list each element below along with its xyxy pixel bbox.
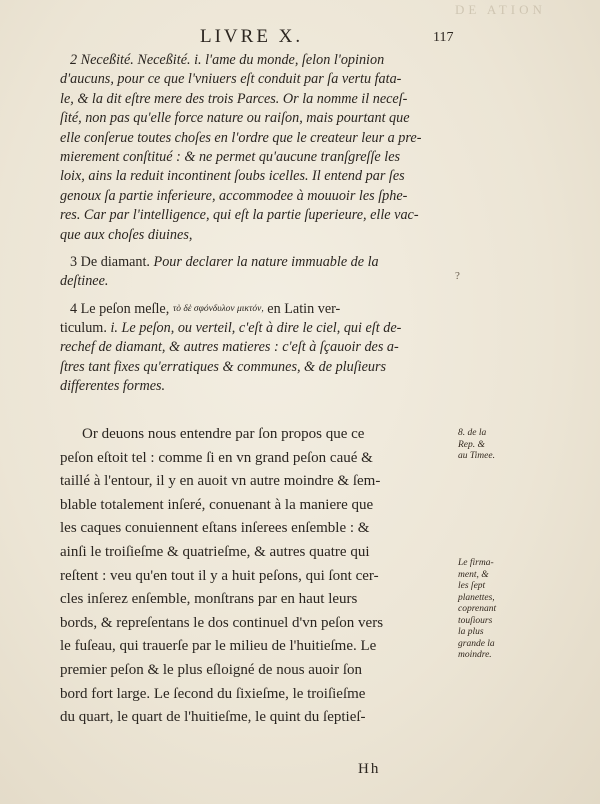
lemma: ticulum. (60, 320, 107, 337)
main-text-line: premier peſon & le plus eſloigné de nous auoir ſon (60, 661, 363, 678)
page-number: 117 (433, 30, 454, 45)
marginal-note-line: les ſept (458, 581, 486, 591)
marginal-note-line: moindre. (458, 650, 492, 660)
commentary-line: rechef de diamant, & autres matieres : c'eſt à ſçauoir des a- (60, 339, 399, 356)
marginal-note-line: 8. de la (458, 428, 487, 438)
running-title: LIVRE X. (200, 26, 304, 47)
main-text-line: blable totalement inſeré, conuenant à la maniere que (60, 496, 374, 513)
main-text-line: cles inſerez enſemble, monſtrans par en haut leurs (60, 591, 358, 608)
commentary-line: d'aucuns, pour ce que l'vniuers eſt conduit par ſa vertu fata- (60, 71, 402, 88)
commentary-text: en Latin ver- (267, 300, 341, 317)
commentary-line: le, & la dit eſtre mere des trois Parces. Or la nomme il neceſ- (60, 90, 408, 107)
main-text-line: du quart, le quart de l'huitieſme, le quint du ſeptieſ- (60, 709, 366, 726)
commentary-line: que aux choſes diuines, (60, 226, 193, 243)
commentary-line: ſtres tant fixes qu'erratiques & communes, & de pluſieurs (60, 358, 387, 375)
main-text-line: taillé à l'entour, il y en auoit vn autre moindre & ſem- (60, 473, 381, 490)
commentary-text: i. Le peſon, ou verteil, c'eſt à dire le ciel, qui eſt de- (110, 320, 402, 337)
commentary-line-4 (60, 300, 458, 319)
marginal-note-line: au Timee. (458, 451, 495, 461)
marginal-note (458, 558, 538, 662)
main-text-line: peſon eſtoit tel : comme ſi en vn grand peſon caué & (60, 449, 373, 466)
lemma: De diamant. (80, 253, 150, 270)
main-text-line: Or deuons nous entendre par ſon propos que ce (82, 426, 365, 442)
commentary-line: ſité, non pas qu'elle force nature ou raiſon, mais pourtant que (60, 110, 410, 127)
main-text-line: le fuſeau, qui trauerſe par le milieu de l'huitieſme. Le (60, 638, 377, 655)
commentary-line: res. Car par l'intelligence, qui eſt la partie ſuperieure, elle vac- (60, 207, 419, 224)
commentary-block (60, 51, 458, 397)
page-header (0, 24, 600, 52)
marginal-note-line: coprenant (458, 604, 497, 614)
main-text-block (60, 423, 458, 730)
commentary-line: 2 Neceßité. Neceßité. i. l'ame du monde, ſelon l'opinion (70, 52, 385, 68)
main-text-line: bord fort large. Le ſecond du ſixieſme, le troiſieſme (60, 685, 366, 702)
marginal-note-line: Le firma- (458, 558, 494, 568)
commentary-line: loix, ains la reduit incontinent ſoubs icelles. Il entend par ſes (60, 168, 405, 185)
marginal-note-line: touſiours (458, 615, 493, 626)
marginal-note-line: Rep. & (458, 439, 485, 450)
margin-mark: ? (455, 270, 460, 282)
bleed-through-text: DE ATION (455, 2, 546, 16)
commentary-line: differentes formes. (60, 378, 166, 395)
main-text-line: ainſi le troiſieſme & quatrieſme, & autres quatre qui (60, 543, 370, 560)
marginal-note-line: ment, & (458, 569, 489, 580)
lemma: Le peſon meſle, (80, 300, 170, 317)
commentary-line: genoux ſa partie inferieure, accommodee à mouuoir les ſphe- (60, 187, 408, 204)
note-number: 3 (70, 253, 78, 270)
signature-mark: Hh (358, 761, 381, 777)
commentary-line: deſtinee. (60, 273, 109, 290)
note-number: 4 (70, 300, 78, 317)
greek-quotation: τὸ δὲ σφόνδυλον μικτόν, (172, 303, 264, 314)
marginal-note-line: planettes, (458, 592, 495, 603)
marginal-note-line: la plus (458, 627, 484, 637)
commentary-text: Pour declarer la nature immuable de la (153, 253, 379, 270)
marginal-note (458, 428, 538, 463)
main-text-line: bords, & repreſentans le dos continuel d'vn peſon vers (60, 614, 384, 631)
marginal-note-line: grande la (458, 638, 495, 649)
commentary-line: mierement conſtitué : & ne permet qu'aucune tranſgreſſe les (60, 148, 401, 165)
commentary-line-3 (60, 253, 458, 272)
commentary-line (60, 319, 458, 338)
commentary-line: elle conſerue toutes choſes en l'ordre que le createur leur a pre- (60, 129, 422, 146)
main-text-line: les caques conuiennent eſtans inſerees enſemble : & (60, 520, 370, 537)
main-text-line: reſtent : veu qu'en tout il y a huit peſons, qui ſont cer- (60, 567, 379, 584)
